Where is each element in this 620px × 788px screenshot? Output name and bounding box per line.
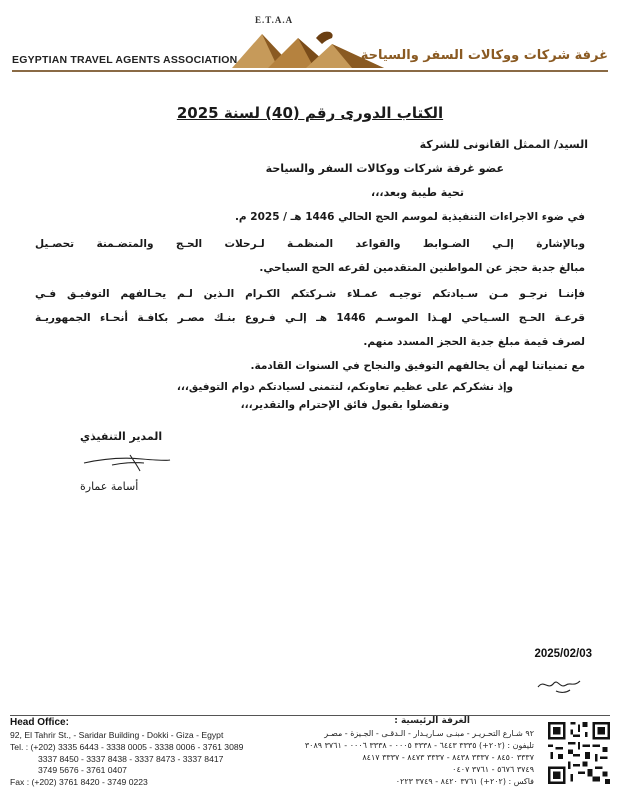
signatory-name: أسامة عمارة [80,480,139,493]
header-divider [12,70,608,72]
letter-date: 2025/02/03 [534,648,592,660]
paragraph-4: مع تمنياتنا لهم أن يحالفهم التوفيق والنجاح في السنوات القادمة. [250,360,585,372]
member-line: عضو غرفة شركات ووكالات السفر والسياحة [265,162,504,175]
signatory-title: المدير التنفيذي [80,430,163,443]
letter-title: الكتاب الدورى رقم (40) لسنة 2025 [176,104,444,122]
paragraph-1: في ضوء الاجراءات التنفيذية لموسم الحج الحالي 1446 هـ / 2025 م. [234,211,585,223]
handwritten-initials-icon [536,673,584,695]
fax-ar: فاكس : (٢٠٢+) ٣٧٦١ ٨٤٢٠ - ٣٧٤٩ ٠٢٢٣ [395,777,534,786]
paragraph-5: وإذ نشكركم على عظيم تعاونكم، لنتمنى لسيادتكم دوام التوفيق،،، [176,381,514,393]
greeting: تحية طيبة وبعد،،، [371,186,464,199]
tel-ar-2: ٣٣٣٧ ٨٤٥٠ - ٣٣٣٧ ٨٤٣٨ - ٣٣٣٧ ٨٤٧٣ - ٣٣٣٧ ٨٤١٧ [362,753,534,762]
head-office-label-ar: الغرفة الرئيسية : [394,716,470,726]
paragraph-2-line-1: وبالإشارة إلـي الضـوابط والقواعد المنظمـة لـرحلات الحـج والمتضـمنة تحصـيل [35,238,585,250]
tel-line-3: 3749 5676 - 3761 0407 [38,765,127,775]
footer-divider [10,715,610,716]
paragraph-2-line-2: مبالغ جدية حجز عن المواطنين المتقدمين لقرعه الحج السياحي. [259,262,585,274]
address-ar: ٩٢ شـارع التحـريـر - مبنـى سـاريـدار - الـدقـى - الجـيزة - مصـر [324,729,534,738]
head-office-label: Head Office: [10,717,69,728]
org-name-english: EGYPTIAN TRAVEL AGENTS ASSOCIATION [12,54,238,66]
logo-etaa-text: E.T.A.A [255,15,294,25]
qr-code-icon [548,722,610,784]
tel-line-1: Tel. : (+202) 3335 6443 - 3338 0005 - 3338 0006 - 3761 3089 [10,742,244,752]
paragraph-3-line-2: قرعـة الحـج السـياحي لهـذا الموسـم 1446 هـ إلـي فـروع بنـك مصـر بكافـة أنحـاء الجمهوريـة [35,312,585,324]
paragraph-3-line-1: فإننـا نرجـو مـن سـيادتكم توجيـه عمـلاء شـركتكم الكـرام الـذين لـم يحـالفهم التوفيـق فـي [35,288,585,300]
address-en: 92, El Tahrir St., - Saridar Building - Dokki - Giza - Egypt [10,730,224,740]
tel-line-2: 3337 8450 - 3337 8438 - 3337 8473 - 3337 8417 [38,754,224,764]
pyramids-logo-icon [232,24,384,70]
paragraph-6: وتفضلوا بقبول فائق الإحترام والتقدير،،، [240,399,450,411]
paragraph-3-line-3: لصرف قيمة مبلغ جدية الحجز المسدد منهم. [363,336,585,348]
org-name-arabic: غرفة شركات ووكالات السفر والسياحة [360,48,608,63]
tel-ar-1: تليفون : (٢٠٢+) ٣٣٣٥ ٦٤٤٣ - ٣٣٣٨ ٠٠٠٥ - ٣٣٣٨ ٠٠٠٦ - ٣٧٦١ ٣٠٨٩ [304,741,534,750]
addressee: السيد/ الممثل القانونى للشركة [419,138,588,151]
tel-ar-3: ٣٧٤٩ ٥٦٧٦ - ٣٧٦١ ٠٤٠٧ [452,765,534,774]
handwritten-signature-icon [82,447,172,473]
fax-en: Fax : (+202) 3761 8420 - 3749 0223 [10,777,148,787]
